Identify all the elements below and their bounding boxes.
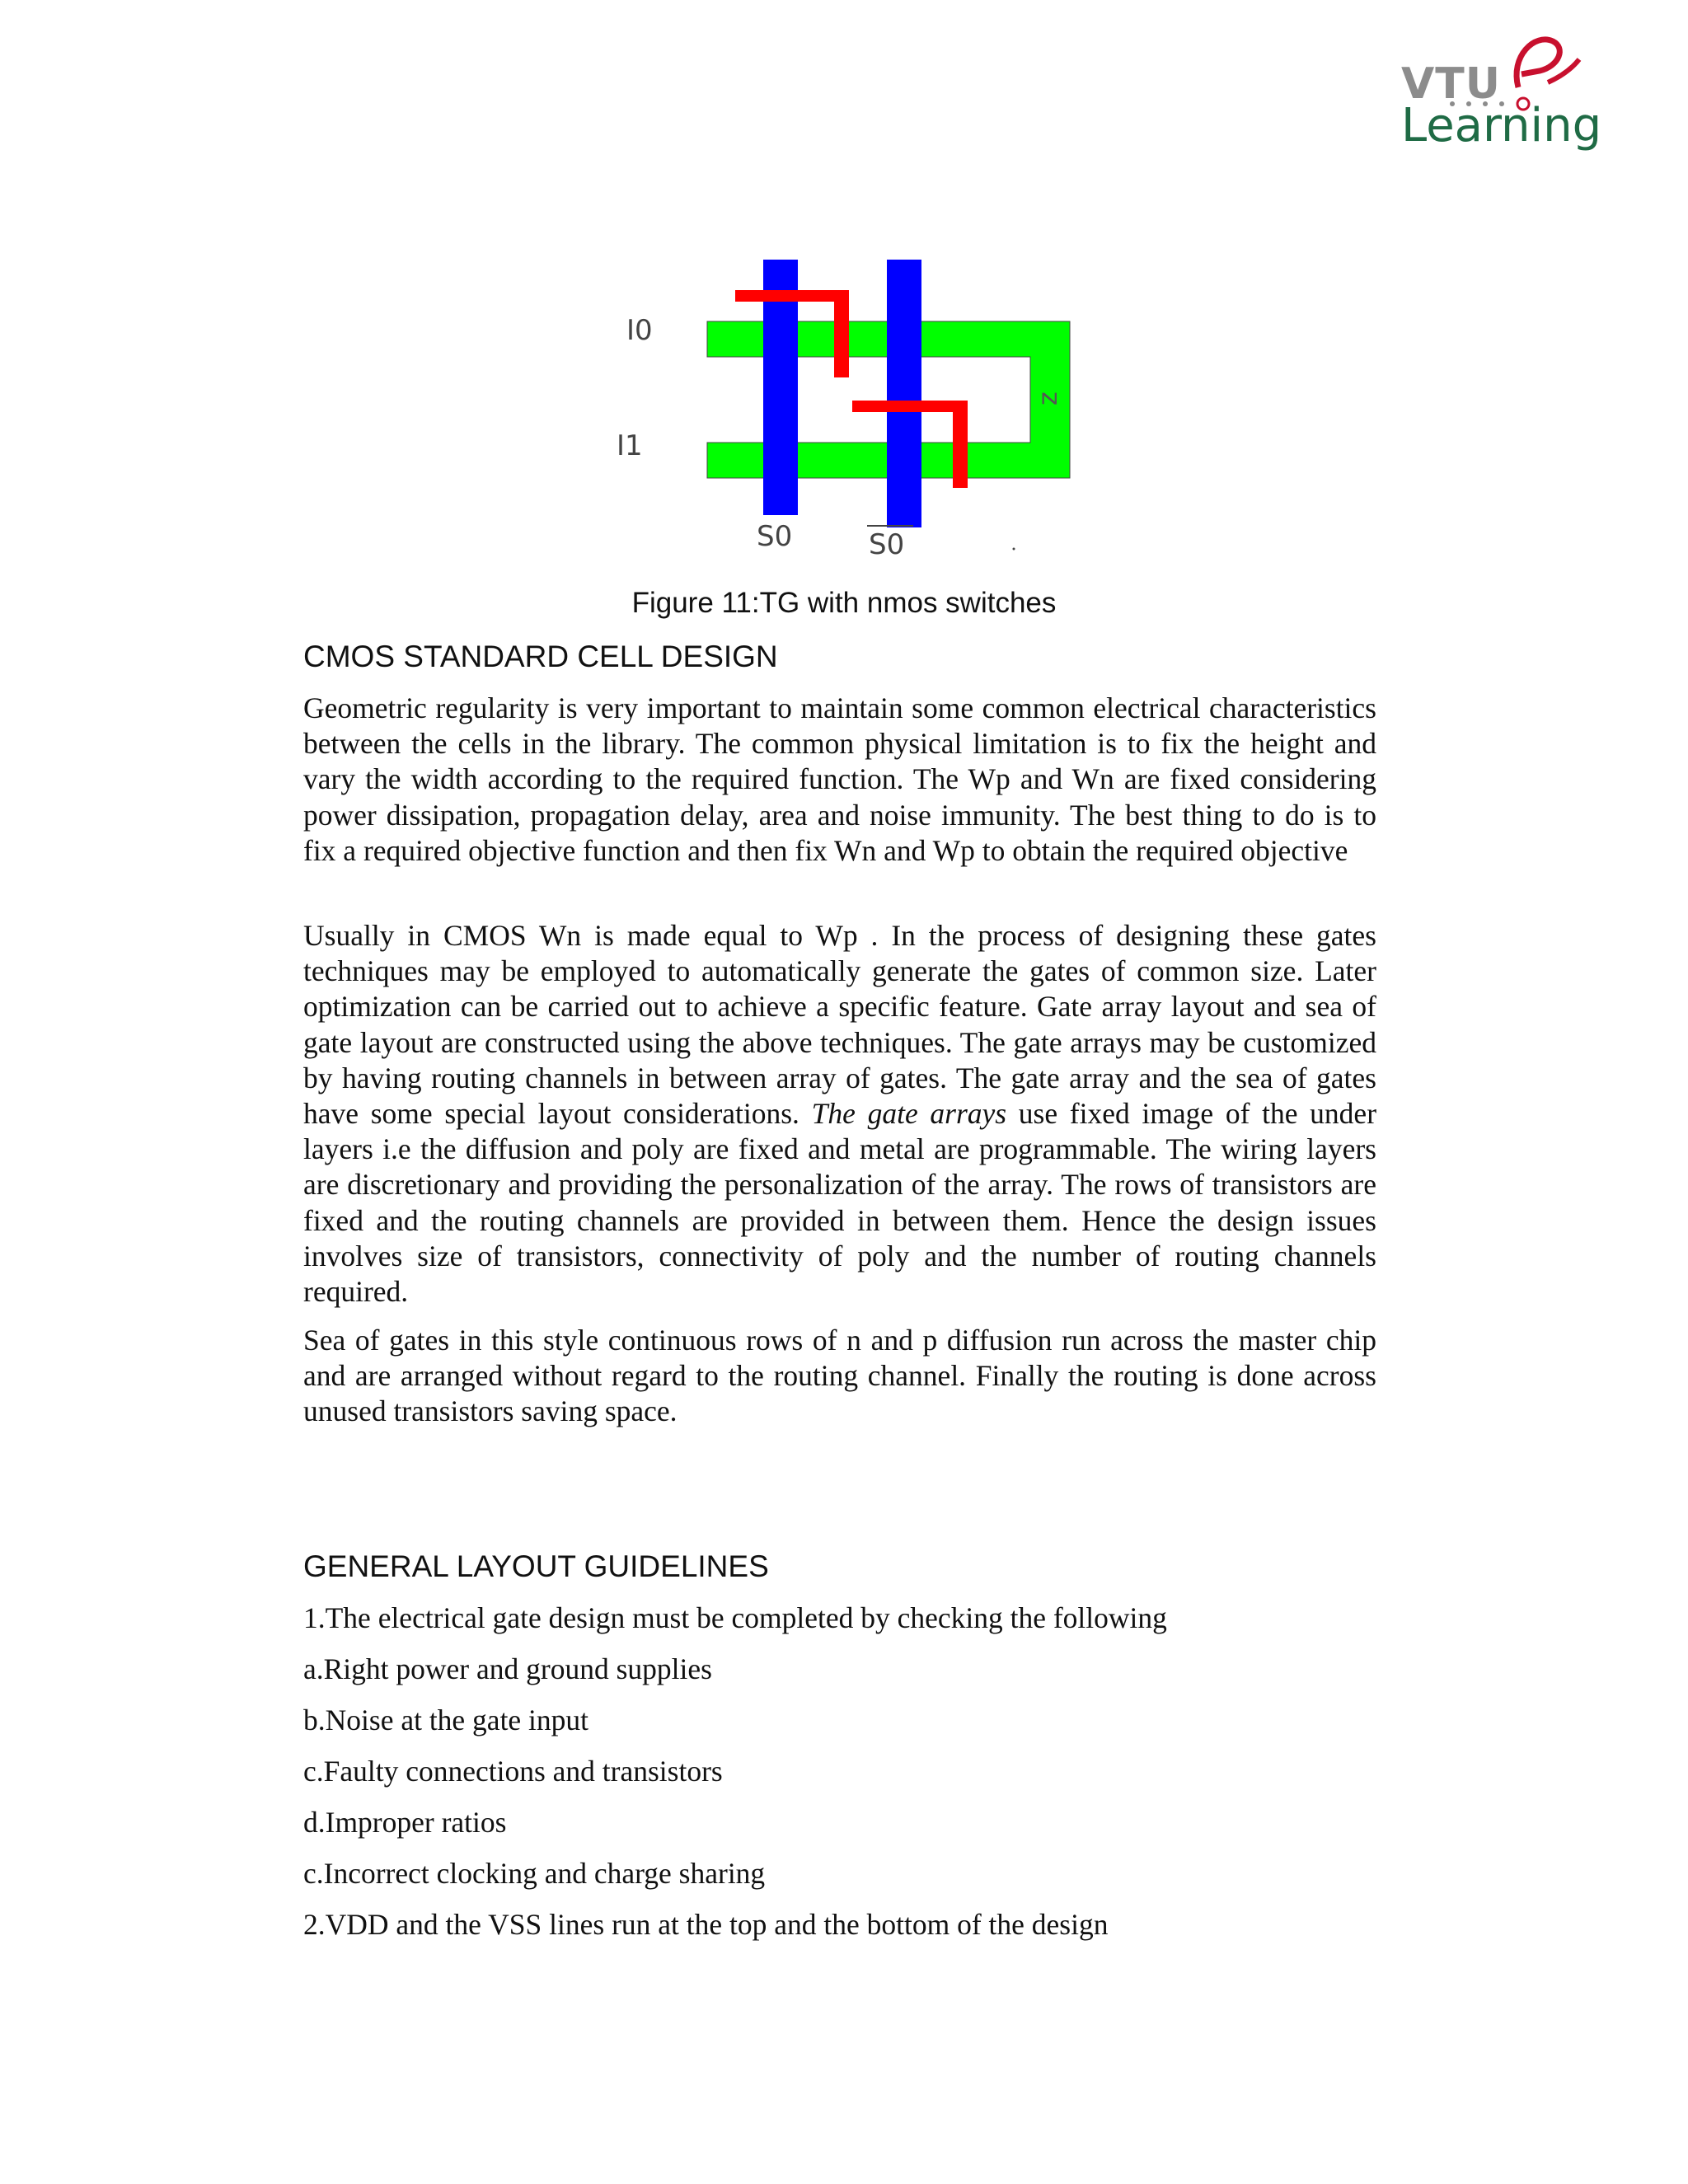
figure-caption: Figure 11:TG with nmos switches — [631, 587, 1057, 619]
guideline-item: a.Right power and ground supplies — [303, 1652, 712, 1685]
section-heading-layout-guidelines: GENERAL LAYOUT GUIDELINES — [303, 1549, 769, 1583]
paragraph-sea-of-gates: Sea of gates in this style continuous rows of n and p diffusion run across the master chip and are arranged without regard to the routing channel. Finally the routing is done across unused transistors saving space. — [303, 1324, 1376, 1428]
label-s0-bar: S0 — [869, 528, 905, 561]
guideline-item: b.Noise at the gate input — [303, 1704, 589, 1736]
tg-nmos-layout-figure — [602, 247, 1080, 573]
italic-gate-arrays: The gate arrays — [811, 1097, 1007, 1131]
label-z: z — [1032, 391, 1063, 405]
paragraph-cmos-wn — [303, 918, 1376, 1310]
label-s0: S0 — [757, 520, 793, 553]
guideline-item: 1.The electrical gate design must be completed by checking the following — [303, 1601, 1167, 1634]
figure-dot — [1013, 548, 1015, 551]
label-i0: I0 — [626, 314, 653, 347]
guideline-item: 2.VDD and the VSS lines run at the top and the bottom of the design — [303, 1908, 1109, 1941]
guideline-item: c.Incorrect clocking and charge sharing — [303, 1857, 766, 1890]
logo-vtu-text: VTU — [1401, 59, 1501, 109]
paragraph-text: use fixed image of the under layers i.e the diffusion and poly are fixed and metal are programmable. The wiring layers are discretionary and providing the personalization of the array. The rows of transistors are fixed and the routing channels are provided in between them. Hence the design issues involves size of transistors, connectivity of poly and the number of routing channels required. — [303, 1097, 1377, 1309]
guideline-item: c.Faulty connections and transistors — [303, 1755, 723, 1788]
section-heading-cmos: CMOS STANDARD CELL DESIGN — [303, 640, 778, 673]
paragraph-geometric-regularity: Geometric regularity is very important to maintain some common electrical characteristics between the cells in the library. The common physical limitation is to fix the height and vary the width according to the required function. The Wp and Wn are fixed considering power dissipation, propagation delay, area and noise immunity. The best thing to do is to fix a required objective function and then fix Wn and Wp to obtain the required objective — [303, 691, 1376, 867]
logo-learning-text: Learning — [1401, 99, 1602, 152]
paragraph-text: Usually in CMOS Wn is made equal to Wp . In the process of designing these gates techniques may be employed to automatically generate the gates of common size. Later optimization can be carried out to achieve a specific feature. Gate array layout and sea of gate layout are constructed using the above techniques. The gate arrays may be customized by having routing channels in between array of gates. The gate array and the sea of gates have some special layout considerations. — [303, 919, 1376, 1131]
label-i1: I1 — [617, 429, 643, 462]
guideline-item: d.Improper ratios — [303, 1806, 507, 1839]
vtu-elearning-logo — [1401, 23, 1602, 155]
poly-gate-s0-bar — [887, 260, 921, 527]
